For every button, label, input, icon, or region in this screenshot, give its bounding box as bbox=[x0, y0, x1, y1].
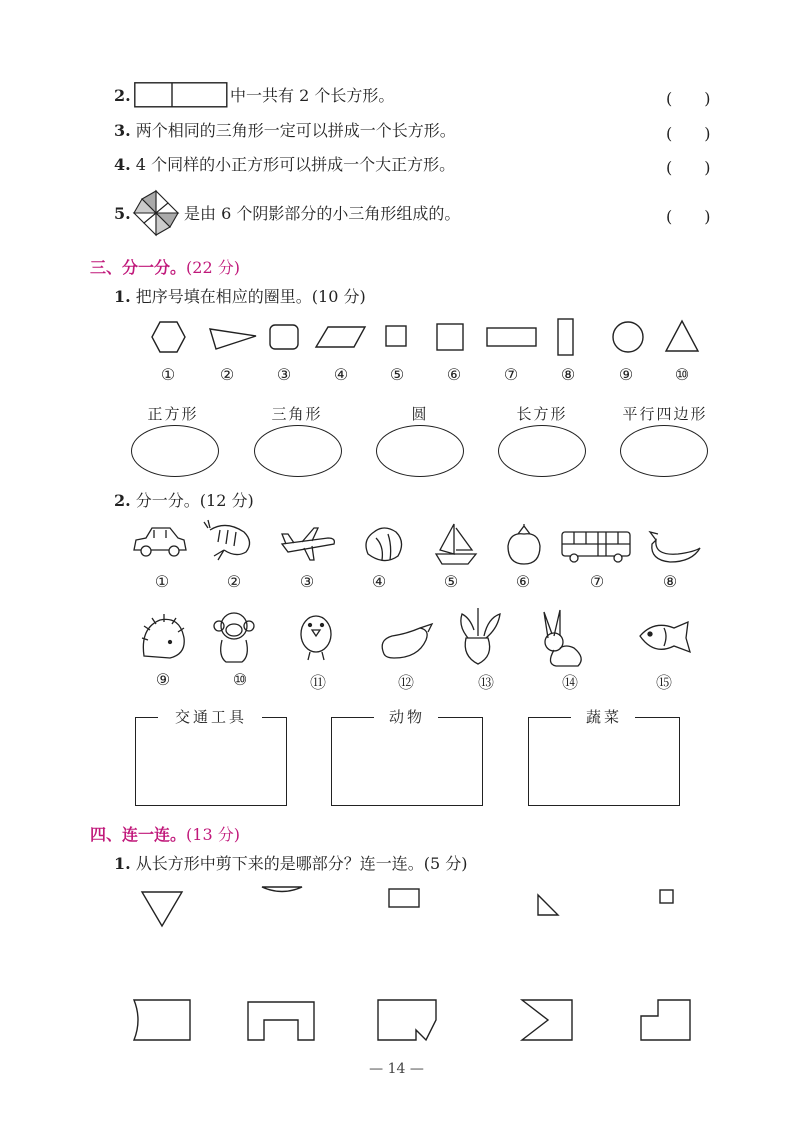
item-number: ⑪ bbox=[309, 673, 326, 692]
cabbage-icon bbox=[366, 528, 402, 561]
category-label: 蔬菜 bbox=[585, 708, 622, 726]
hedgehog-icon bbox=[142, 614, 184, 658]
pepper-icon bbox=[650, 532, 700, 562]
question-3 bbox=[114, 121, 456, 141]
cut-rectangles-row bbox=[130, 996, 700, 1046]
shrimp-icon bbox=[204, 520, 250, 560]
question-text: 从长方形中剪下来的是哪部分？连一连。(5 分) bbox=[135, 854, 468, 873]
item-number: ⑫ bbox=[397, 673, 414, 692]
oval-label-rectangle: 长方形 bbox=[516, 405, 568, 423]
triangle-shape bbox=[666, 321, 698, 351]
question-text: 是由 6 个阴影部分的小三角形组成的。 bbox=[184, 204, 461, 223]
bus-icon bbox=[562, 532, 630, 562]
section-4-question-1 bbox=[114, 854, 468, 874]
item-number: ⑥ bbox=[515, 572, 531, 591]
question-number: 3. bbox=[114, 121, 131, 140]
radish-icon bbox=[461, 608, 500, 664]
cut-piece-rectangle[interactable] bbox=[389, 889, 419, 907]
answer-paren[interactable]: ( ) bbox=[666, 158, 711, 177]
shape-number: ③ bbox=[276, 365, 292, 384]
square-shape bbox=[437, 324, 463, 350]
car-icon bbox=[134, 528, 186, 556]
category-label: 动物 bbox=[388, 708, 425, 726]
rounded-square-shape bbox=[270, 325, 298, 349]
answer-paren[interactable]: ( ) bbox=[666, 124, 711, 143]
item-number: ⑭ bbox=[561, 673, 578, 692]
category-box-animals[interactable] bbox=[331, 708, 483, 806]
question-5 bbox=[114, 204, 131, 224]
cut-piece-triangle[interactable] bbox=[142, 892, 182, 926]
section-points: (13 分) bbox=[186, 825, 240, 844]
item-number: ④ bbox=[371, 572, 387, 591]
question-text: 分一分。(12 分) bbox=[135, 491, 254, 510]
shape-number: ① bbox=[160, 365, 176, 384]
section-title: 三、分一分。 bbox=[90, 258, 187, 277]
category-box-vegetables[interactable] bbox=[528, 708, 680, 806]
section-3-question-1 bbox=[114, 287, 366, 307]
shapes-row bbox=[140, 316, 710, 358]
rectangle-with-notch-cut[interactable] bbox=[248, 1002, 314, 1040]
tomato-icon bbox=[508, 524, 540, 564]
question-number: 4. bbox=[114, 155, 131, 174]
sailboat-icon bbox=[436, 524, 476, 564]
item-number: ⑮ bbox=[655, 673, 672, 692]
hexagon-shape bbox=[152, 322, 185, 352]
category-box-transport[interactable] bbox=[135, 708, 287, 806]
question-number: 1. bbox=[114, 854, 131, 873]
question-text: 4 个同样的小正方形可以拼成一个大正方形。 bbox=[135, 155, 456, 174]
section-4-heading bbox=[90, 822, 240, 845]
question-number: 2. bbox=[114, 491, 131, 510]
section-3-heading bbox=[90, 255, 240, 278]
section-points: (22 分) bbox=[186, 258, 240, 277]
cut-pieces-row bbox=[130, 884, 690, 934]
rectangle-with-v-cut[interactable] bbox=[522, 1000, 572, 1040]
oval-label-square: 正方形 bbox=[147, 405, 199, 423]
cut-piece-square[interactable] bbox=[660, 890, 673, 903]
answer-paren[interactable]: ( ) bbox=[666, 89, 711, 108]
section-title: 四、连一连。 bbox=[90, 825, 187, 844]
item-number: ③ bbox=[299, 572, 315, 591]
question-text: 把序号填在相应的圈里。(10 分) bbox=[135, 287, 366, 306]
shape-number: ④ bbox=[333, 365, 349, 384]
answer-oval-rectangle[interactable] bbox=[498, 425, 586, 477]
square-shape-small bbox=[386, 326, 406, 346]
question-4 bbox=[114, 155, 455, 175]
question-2 bbox=[114, 86, 131, 106]
eggplant-icon bbox=[382, 624, 432, 658]
answer-oval-parallelogram[interactable] bbox=[620, 425, 708, 477]
answer-oval-square[interactable] bbox=[131, 425, 219, 477]
shape-number: ⑤ bbox=[389, 365, 405, 384]
triangle-shape-obtuse bbox=[210, 329, 256, 349]
question-text: 两个相同的三角形一定可以拼成一个长方形。 bbox=[135, 121, 456, 140]
rectangle-shape-vertical bbox=[558, 319, 573, 355]
airplane-icon bbox=[282, 528, 334, 560]
rectangle-with-arc-cut[interactable] bbox=[134, 1000, 190, 1040]
category-label: 交通工具 bbox=[174, 708, 247, 726]
oval-label-circle: 圆 bbox=[411, 405, 429, 423]
rectangle-shape-horizontal bbox=[487, 328, 536, 346]
item-number: ⑩ bbox=[232, 670, 248, 689]
item-number: ① bbox=[154, 572, 170, 591]
item-number: ② bbox=[226, 572, 242, 591]
shape-number: ⑧ bbox=[560, 365, 576, 384]
monkey-icon bbox=[214, 613, 254, 662]
rectangle-with-corner-triangle-cut[interactable] bbox=[378, 1000, 436, 1040]
item-number: ⑤ bbox=[443, 572, 459, 591]
answer-paren[interactable]: ( ) bbox=[666, 207, 711, 226]
parallelogram-shape bbox=[316, 327, 365, 347]
shape-number: ② bbox=[219, 365, 235, 384]
rabbit-icon bbox=[544, 610, 581, 666]
pictures-row-1 bbox=[130, 520, 710, 570]
item-number: ⑬ bbox=[477, 673, 494, 692]
item-number: ⑦ bbox=[589, 572, 605, 591]
cut-piece-arc[interactable] bbox=[262, 887, 302, 892]
oval-label-triangle: 三角形 bbox=[271, 405, 323, 423]
shape-number: ⑩ bbox=[674, 365, 690, 384]
pictures-row-2 bbox=[130, 608, 710, 668]
oval-label-parallelogram: 平行四边形 bbox=[622, 405, 708, 423]
cut-piece-right-triangle[interactable] bbox=[538, 895, 558, 915]
question-number: 2. bbox=[114, 86, 131, 105]
question-number: 5. bbox=[114, 204, 131, 223]
answer-oval-triangle[interactable] bbox=[254, 425, 342, 477]
pinwheel-triangles-figure bbox=[132, 189, 182, 237]
two-rectangles-figure bbox=[134, 82, 228, 108]
answer-oval-circle[interactable] bbox=[376, 425, 464, 477]
chick-icon bbox=[301, 616, 331, 660]
rectangle-with-square-corner-cut[interactable] bbox=[641, 1000, 690, 1040]
shape-number: ⑦ bbox=[503, 365, 519, 384]
item-number: ⑨ bbox=[155, 670, 171, 689]
question-text: 中一共有 2 个长方形。 bbox=[230, 86, 395, 105]
circle-shape bbox=[613, 322, 643, 352]
section-3-question-2 bbox=[114, 491, 254, 511]
shape-number: ⑨ bbox=[618, 365, 634, 384]
item-number: ⑧ bbox=[662, 572, 678, 591]
shape-number: ⑥ bbox=[446, 365, 462, 384]
page-number: — 14 — bbox=[369, 1061, 424, 1077]
question-number: 1. bbox=[114, 287, 131, 306]
fish-icon bbox=[640, 622, 690, 652]
